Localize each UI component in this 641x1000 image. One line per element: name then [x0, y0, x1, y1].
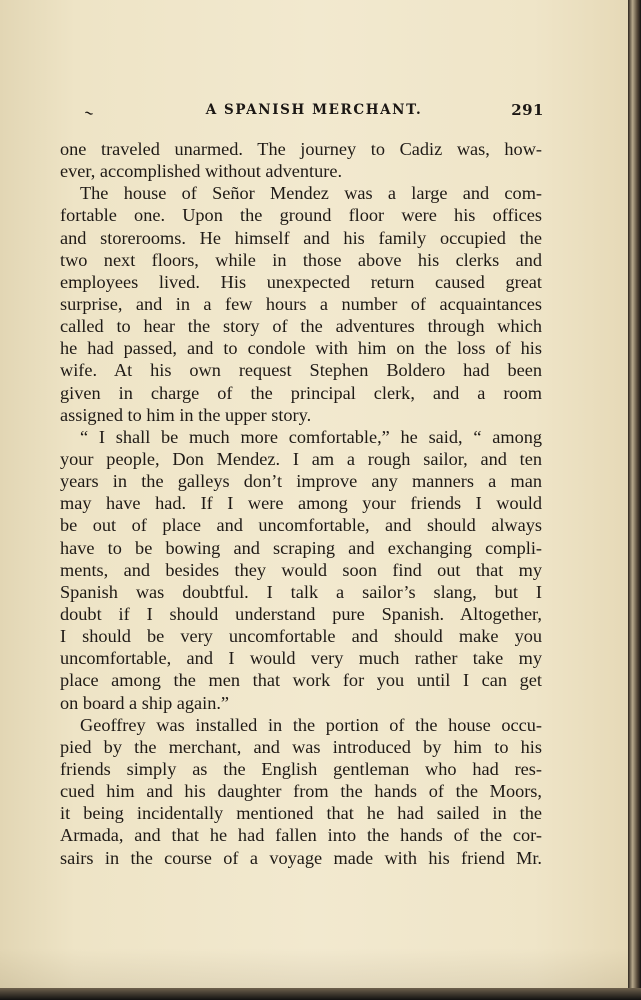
- text-line: I should be very uncomfortable and should make you: [60, 626, 542, 647]
- page-number: 291: [511, 101, 544, 119]
- text-line: wife. At his own request Stephen Boldero had been: [60, 360, 542, 381]
- text-line: on board a ship again.”: [60, 692, 230, 713]
- text-line: fortable one. Upon the ground floor were his offices: [60, 205, 542, 226]
- text-line: Geoffrey was installed in the portion of the house occu-: [80, 714, 542, 735]
- text-line: sairs in the course of a voyage made with his friend Mr.: [60, 847, 542, 868]
- text-line: friends simply as the English gentleman who had res-: [60, 758, 542, 779]
- text-line: your people, Don Mendez. I am a rough sailor, and ten: [60, 448, 542, 469]
- text-line: may have had. If I were among your friends I would: [60, 493, 542, 514]
- text-line: The house of Señor Mendez was a large and com-: [80, 183, 542, 204]
- text-line: two next floors, while in those above his clerks and: [60, 249, 542, 270]
- text-line: given in charge of the principal clerk, and a room: [60, 382, 542, 403]
- body-text: [60, 138, 542, 869]
- text-line: surprise, and in a few hours a number of acquaintances: [60, 293, 542, 314]
- page-header: [84, 102, 544, 122]
- printer-mark: ~: [82, 104, 96, 122]
- text-line: called to hear the story of the adventures through which: [60, 316, 542, 337]
- running-head: A SPANISH MERCHANT.: [205, 102, 423, 118]
- text-line: cued him and his daughter from the hands of the Moors,: [60, 781, 542, 802]
- text-line: assigned to him in the upper story.: [60, 404, 312, 425]
- text-line: years in the galleys don’t improve any manners a man: [60, 471, 542, 492]
- text-line: it being incidentally mentioned that he had sailed in the: [60, 803, 542, 824]
- text-line: uncomfortable, and I would very much rather take my: [60, 648, 542, 669]
- text-line: “ I shall be much more comfortable,” he said, “ among: [80, 426, 542, 447]
- text-line: place among the men that work for you until I can get: [60, 670, 542, 691]
- text-line: he had passed, and to condole with him on the loss of his: [60, 338, 542, 359]
- text-line: one traveled unarmed. The journey to Cadiz was, how-: [60, 139, 542, 159]
- text-line: have to be bowing and scraping and exchanging compli-: [60, 537, 542, 558]
- text-line: Spanish was doubtful. I talk a sailor’s slang, but I: [60, 581, 542, 602]
- page-bottom-edge: [0, 988, 641, 1000]
- text-line: be out of place and uncomfortable, and should always: [60, 515, 542, 536]
- book-spine-edge: [628, 0, 641, 1000]
- text-line: ever, accomplished without adventure.: [60, 161, 343, 182]
- text-line: ments, and besides they would soon find out that my: [60, 559, 542, 580]
- text-line: pied by the merchant, and was introduced by him to his: [60, 736, 542, 757]
- text-line: and storerooms. He himself and his family occupied the: [60, 227, 542, 248]
- text-line: Armada, and that he had fallen into the hands of the cor-: [60, 825, 542, 846]
- text-line: employees lived. His unexpected return caused great: [60, 271, 542, 292]
- text-line: doubt if I should understand pure Spanish. Altogether,: [60, 603, 542, 624]
